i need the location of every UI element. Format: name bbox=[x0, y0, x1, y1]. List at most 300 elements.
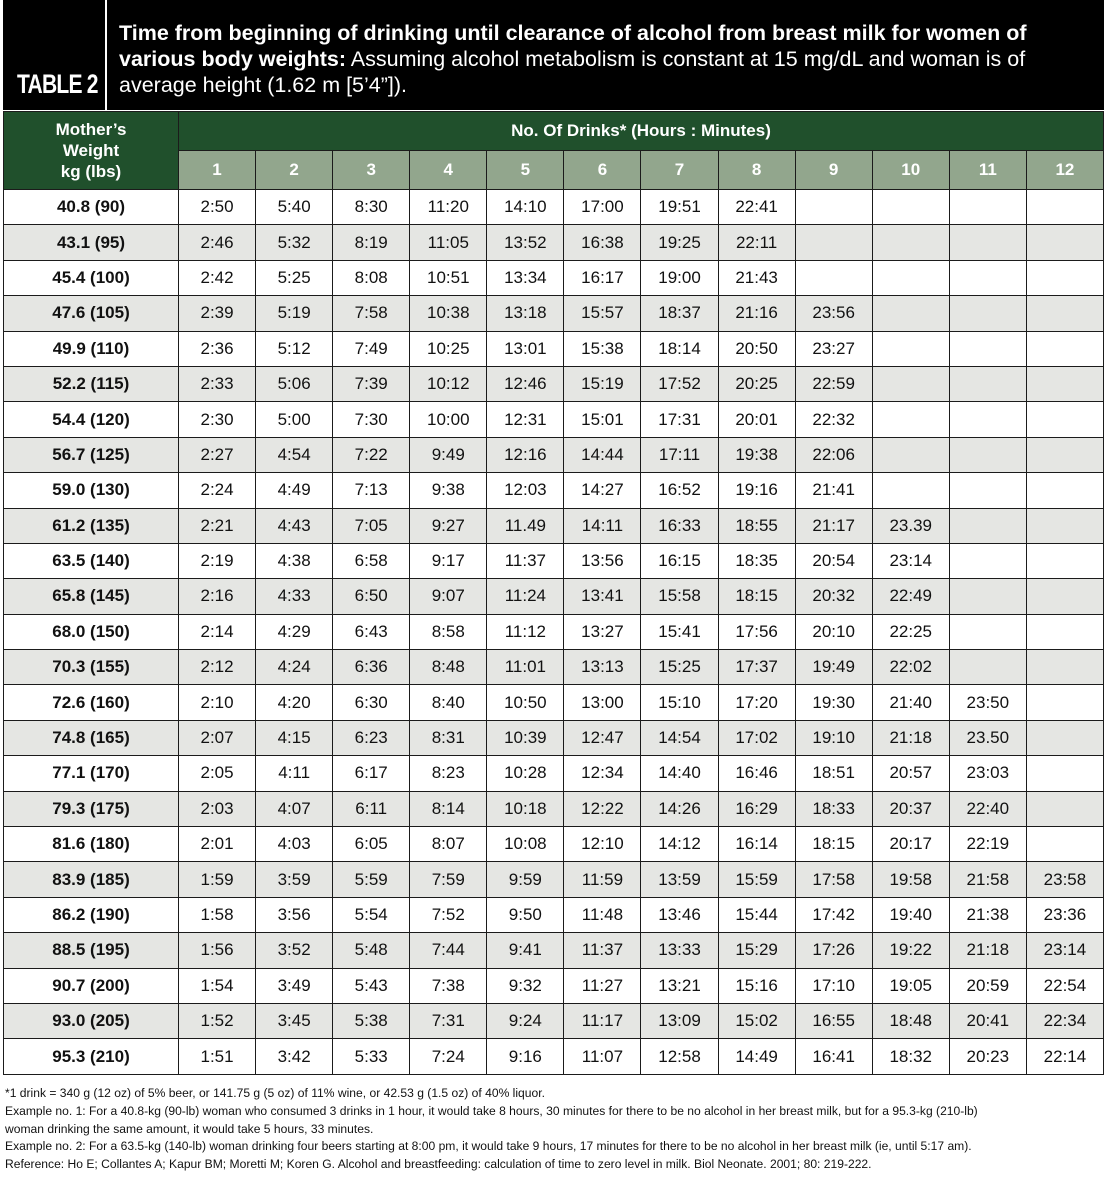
weight-cell: 61.2 (135) bbox=[4, 508, 179, 543]
time-cell: 15:16 bbox=[718, 968, 795, 1003]
weight-header-line: kg (lbs) bbox=[60, 162, 122, 181]
time-cell: 16:14 bbox=[718, 827, 795, 862]
time-cell: 22:06 bbox=[795, 437, 872, 472]
time-cell: 18:37 bbox=[641, 296, 718, 331]
table-row bbox=[4, 402, 1104, 437]
time-cell: 4:07 bbox=[256, 791, 333, 826]
time-cell: 17:31 bbox=[641, 402, 718, 437]
time-cell: 2:14 bbox=[179, 614, 256, 649]
table-row bbox=[4, 296, 1104, 331]
time-cell: 7:49 bbox=[333, 331, 410, 366]
time-cell: 20:01 bbox=[718, 402, 795, 437]
table-title-rest: Assuming alcohol metabolism is constant at 15 mg/dL and woman is of average height (1.62 m [5’4”]). bbox=[119, 47, 1026, 97]
time-cell: 1:54 bbox=[179, 968, 256, 1003]
time-cell: 6:23 bbox=[333, 720, 410, 755]
time-cell: 21:16 bbox=[718, 296, 795, 331]
time-cell: 12:34 bbox=[564, 756, 641, 791]
time-cell: 10:12 bbox=[410, 366, 487, 401]
time-cell bbox=[1026, 614, 1103, 649]
time-cell: 3:59 bbox=[256, 862, 333, 897]
drink-count-header: 5 bbox=[487, 151, 564, 190]
time-cell bbox=[949, 366, 1026, 401]
time-cell: 11:37 bbox=[564, 933, 641, 968]
time-cell bbox=[1026, 437, 1103, 472]
time-cell: 12:47 bbox=[564, 720, 641, 755]
time-cell: 19:40 bbox=[872, 897, 949, 932]
time-cell: 18:33 bbox=[795, 791, 872, 826]
time-cell: 22:19 bbox=[949, 827, 1026, 862]
footnote-reference: Reference: Ho E; Collantes A; Kapur BM; Moretti M; Koren G. Alcohol and breastfeeding: calculation of time to zero level in milk. Biol Neonate. 2001; 80: 219-222. bbox=[5, 1157, 872, 1172]
time-cell bbox=[949, 543, 1026, 578]
drink-count-header: 10 bbox=[872, 151, 949, 190]
table-row bbox=[4, 968, 1104, 1003]
time-cell bbox=[1026, 260, 1103, 295]
time-cell bbox=[949, 473, 1026, 508]
weight-cell: 95.3 (210) bbox=[4, 1039, 179, 1074]
time-cell: 22:41 bbox=[718, 190, 795, 225]
weight-cell: 81.6 (180) bbox=[4, 827, 179, 862]
time-cell: 10:00 bbox=[410, 402, 487, 437]
time-cell: 17:11 bbox=[641, 437, 718, 472]
time-cell: 9:17 bbox=[410, 543, 487, 578]
time-cell: 10:51 bbox=[410, 260, 487, 295]
time-cell: 7:38 bbox=[410, 968, 487, 1003]
time-cell: 1:51 bbox=[179, 1039, 256, 1074]
time-cell bbox=[949, 190, 1026, 225]
time-cell: 22:02 bbox=[872, 650, 949, 685]
time-cell: 11:48 bbox=[564, 897, 641, 932]
time-cell: 22:25 bbox=[872, 614, 949, 649]
time-cell bbox=[872, 437, 949, 472]
time-cell: 16:46 bbox=[718, 756, 795, 791]
time-cell: 17:26 bbox=[795, 933, 872, 968]
time-cell: 11:17 bbox=[564, 1003, 641, 1038]
time-cell: 13:34 bbox=[487, 260, 564, 295]
time-cell: 5:38 bbox=[333, 1003, 410, 1038]
weight-cell: 86.2 (190) bbox=[4, 897, 179, 932]
time-cell: 18:14 bbox=[641, 331, 718, 366]
time-cell bbox=[1026, 296, 1103, 331]
time-cell: 18:15 bbox=[795, 827, 872, 862]
time-cell: 11:24 bbox=[487, 579, 564, 614]
time-cell: 6:11 bbox=[333, 791, 410, 826]
weight-column-header bbox=[4, 112, 179, 190]
time-cell: 2:24 bbox=[179, 473, 256, 508]
time-cell: 17:37 bbox=[718, 650, 795, 685]
time-cell: 17:20 bbox=[718, 685, 795, 720]
time-cell bbox=[949, 296, 1026, 331]
time-cell: 20:25 bbox=[718, 366, 795, 401]
time-cell: 2:33 bbox=[179, 366, 256, 401]
table-row bbox=[4, 756, 1104, 791]
time-cell: 21:41 bbox=[795, 473, 872, 508]
table-row bbox=[4, 579, 1104, 614]
time-cell bbox=[872, 190, 949, 225]
time-cell: 11:27 bbox=[564, 968, 641, 1003]
time-cell: 11:59 bbox=[564, 862, 641, 897]
table-row bbox=[4, 1003, 1104, 1038]
table-title-bold: Time from beginning of drinking until clearance of alcohol from breast milk for women of various body weights: bbox=[119, 21, 1027, 71]
drink-count-header: 6 bbox=[564, 151, 641, 190]
weight-cell: 72.6 (160) bbox=[4, 685, 179, 720]
table-row bbox=[4, 190, 1104, 225]
table-row bbox=[4, 791, 1104, 826]
time-cell: 5:54 bbox=[333, 897, 410, 932]
time-cell: 21:58 bbox=[949, 862, 1026, 897]
weight-cell: 47.6 (105) bbox=[4, 296, 179, 331]
time-cell: 7:58 bbox=[333, 296, 410, 331]
time-cell: 20:50 bbox=[718, 331, 795, 366]
time-cell bbox=[1026, 650, 1103, 685]
time-cell bbox=[1026, 756, 1103, 791]
drink-count-header: 12 bbox=[1026, 151, 1103, 190]
time-cell: 2:30 bbox=[179, 402, 256, 437]
time-cell: 13:59 bbox=[641, 862, 718, 897]
time-cell: 2:19 bbox=[179, 543, 256, 578]
weight-cell: 40.8 (90) bbox=[4, 190, 179, 225]
time-cell: 5:25 bbox=[256, 260, 333, 295]
drink-count-header: 9 bbox=[795, 151, 872, 190]
time-cell: 13:00 bbox=[564, 685, 641, 720]
time-cell: 23:03 bbox=[949, 756, 1026, 791]
time-cell: 5:06 bbox=[256, 366, 333, 401]
time-cell bbox=[949, 260, 1026, 295]
table-row bbox=[4, 650, 1104, 685]
time-cell: 9:16 bbox=[487, 1039, 564, 1074]
footnote-example-1: Example no. 1: For a 40.8-kg (90-lb) woman who consumed 3 drinks in 1 hour, it would take 8 hours, 30 minutes for there to be no alcohol in her breast milk, but for a 95.3-kg (210-lb) bbox=[5, 1103, 978, 1118]
time-cell: 10:08 bbox=[487, 827, 564, 862]
table-number-label bbox=[3, 0, 107, 110]
time-cell: 4:29 bbox=[256, 614, 333, 649]
header-row-top bbox=[4, 112, 1104, 151]
time-cell: 13:56 bbox=[564, 543, 641, 578]
time-cell: 11:37 bbox=[487, 543, 564, 578]
clearance-table bbox=[3, 111, 1104, 1075]
table-row bbox=[4, 862, 1104, 897]
time-cell: 15:25 bbox=[641, 650, 718, 685]
time-cell: 7:44 bbox=[410, 933, 487, 968]
time-cell: 2:39 bbox=[179, 296, 256, 331]
time-cell: 7:05 bbox=[333, 508, 410, 543]
time-cell: 5:19 bbox=[256, 296, 333, 331]
time-cell: 15:10 bbox=[641, 685, 718, 720]
footnote-example-2: Example no. 2: For a 63.5-kg (140-lb) woman drinking four beers starting at 8:00 pm, it would take 9 hours, 17 minutes for there to be no alcohol in her breast milk (ie, until 5:17 am). bbox=[5, 1139, 972, 1154]
time-cell: 7:24 bbox=[410, 1039, 487, 1074]
time-cell: 16:33 bbox=[641, 508, 718, 543]
time-cell bbox=[949, 614, 1026, 649]
time-cell: 21:40 bbox=[872, 685, 949, 720]
weight-cell: 68.0 (150) bbox=[4, 614, 179, 649]
time-cell: 5:48 bbox=[333, 933, 410, 968]
footnote-drink-definition: *1 drink = 340 g (12 oz) of 5% beer, or 141.75 g (5 oz) of 11% wine, or 42.53 g (1.5 oz) of 40% liquor. bbox=[5, 1086, 545, 1100]
time-cell: 17:52 bbox=[641, 366, 718, 401]
time-cell bbox=[872, 331, 949, 366]
time-cell: 23:56 bbox=[795, 296, 872, 331]
time-cell: 10:39 bbox=[487, 720, 564, 755]
time-cell: 11:05 bbox=[410, 225, 487, 260]
time-cell: 17:42 bbox=[795, 897, 872, 932]
time-cell: 22:54 bbox=[1026, 968, 1103, 1003]
time-cell: 18:35 bbox=[718, 543, 795, 578]
time-cell: 4:38 bbox=[256, 543, 333, 578]
time-cell: 18:55 bbox=[718, 508, 795, 543]
time-cell: 4:33 bbox=[256, 579, 333, 614]
time-cell: 1:59 bbox=[179, 862, 256, 897]
time-cell bbox=[1026, 331, 1103, 366]
time-cell: 2:42 bbox=[179, 260, 256, 295]
drink-count-header: 4 bbox=[410, 151, 487, 190]
time-cell: 13:13 bbox=[564, 650, 641, 685]
time-cell: 8:08 bbox=[333, 260, 410, 295]
time-cell: 6:43 bbox=[333, 614, 410, 649]
time-cell: 23:27 bbox=[795, 331, 872, 366]
weight-cell: 49.9 (110) bbox=[4, 331, 179, 366]
weight-cell: 70.3 (155) bbox=[4, 650, 179, 685]
weight-cell: 77.1 (170) bbox=[4, 756, 179, 791]
time-cell: 12:46 bbox=[487, 366, 564, 401]
weight-cell: 56.7 (125) bbox=[4, 437, 179, 472]
weight-cell: 88.5 (195) bbox=[4, 933, 179, 968]
time-cell: 6:17 bbox=[333, 756, 410, 791]
time-cell bbox=[872, 473, 949, 508]
time-cell: 2:03 bbox=[179, 791, 256, 826]
time-cell: 23:58 bbox=[1026, 862, 1103, 897]
table-row bbox=[4, 897, 1104, 932]
time-cell: 16:52 bbox=[641, 473, 718, 508]
time-cell: 1:56 bbox=[179, 933, 256, 968]
time-cell: 6:36 bbox=[333, 650, 410, 685]
time-cell: 5:43 bbox=[333, 968, 410, 1003]
time-cell: 20:57 bbox=[872, 756, 949, 791]
time-cell: 5:32 bbox=[256, 225, 333, 260]
table-row bbox=[4, 685, 1104, 720]
time-cell bbox=[1026, 543, 1103, 578]
time-cell: 2:10 bbox=[179, 685, 256, 720]
time-cell: 10:25 bbox=[410, 331, 487, 366]
time-cell: 17:00 bbox=[564, 190, 641, 225]
time-cell: 16:17 bbox=[564, 260, 641, 295]
table-row bbox=[4, 437, 1104, 472]
weight-cell: 74.8 (165) bbox=[4, 720, 179, 755]
weight-cell: 65.8 (145) bbox=[4, 579, 179, 614]
table-row bbox=[4, 933, 1104, 968]
table-row bbox=[4, 225, 1104, 260]
time-cell bbox=[949, 437, 1026, 472]
table-number-text: TABLE 2 bbox=[17, 69, 98, 99]
time-cell: 16:15 bbox=[641, 543, 718, 578]
time-cell: 7:39 bbox=[333, 366, 410, 401]
time-cell: 21:17 bbox=[795, 508, 872, 543]
time-cell: 18:48 bbox=[872, 1003, 949, 1038]
time-cell: 7:31 bbox=[410, 1003, 487, 1038]
time-cell: 4:03 bbox=[256, 827, 333, 862]
time-cell bbox=[1026, 225, 1103, 260]
time-cell: 23:36 bbox=[1026, 897, 1103, 932]
time-cell: 13:09 bbox=[641, 1003, 718, 1038]
time-cell: 22:49 bbox=[872, 579, 949, 614]
time-cell bbox=[949, 331, 1026, 366]
time-cell: 1:52 bbox=[179, 1003, 256, 1038]
time-cell: 14:26 bbox=[641, 791, 718, 826]
time-cell: 4:49 bbox=[256, 473, 333, 508]
time-cell: 1:58 bbox=[179, 897, 256, 932]
time-cell bbox=[872, 225, 949, 260]
time-cell: 14:27 bbox=[564, 473, 641, 508]
table-row bbox=[4, 720, 1104, 755]
time-cell: 15:02 bbox=[718, 1003, 795, 1038]
time-cell: 21:18 bbox=[872, 720, 949, 755]
time-cell: 19:51 bbox=[641, 190, 718, 225]
time-cell: 7:30 bbox=[333, 402, 410, 437]
time-cell: 9:50 bbox=[487, 897, 564, 932]
time-cell: 23.50 bbox=[949, 720, 1026, 755]
table-row bbox=[4, 260, 1104, 295]
drink-count-header: 7 bbox=[641, 151, 718, 190]
time-cell: 4:54 bbox=[256, 437, 333, 472]
time-cell bbox=[795, 260, 872, 295]
time-cell: 2:27 bbox=[179, 437, 256, 472]
weight-cell: 54.4 (120) bbox=[4, 402, 179, 437]
time-cell: 8:14 bbox=[410, 791, 487, 826]
time-cell: 19:38 bbox=[718, 437, 795, 472]
time-cell bbox=[795, 225, 872, 260]
drink-count-header: 8 bbox=[718, 151, 795, 190]
time-cell: 16:55 bbox=[795, 1003, 872, 1038]
time-cell bbox=[949, 650, 1026, 685]
time-cell: 3:42 bbox=[256, 1039, 333, 1074]
time-cell: 4:11 bbox=[256, 756, 333, 791]
time-cell: 19:16 bbox=[718, 473, 795, 508]
time-cell: 12:22 bbox=[564, 791, 641, 826]
table-row bbox=[4, 543, 1104, 578]
time-cell: 14:11 bbox=[564, 508, 641, 543]
time-cell: 4:43 bbox=[256, 508, 333, 543]
time-cell: 22:34 bbox=[1026, 1003, 1103, 1038]
time-cell: 8:30 bbox=[333, 190, 410, 225]
time-cell: 11.49 bbox=[487, 508, 564, 543]
time-cell: 8:31 bbox=[410, 720, 487, 755]
time-cell: 4:20 bbox=[256, 685, 333, 720]
time-cell bbox=[1026, 473, 1103, 508]
time-cell: 18:51 bbox=[795, 756, 872, 791]
time-cell: 14:40 bbox=[641, 756, 718, 791]
time-cell: 3:52 bbox=[256, 933, 333, 968]
time-cell: 20:54 bbox=[795, 543, 872, 578]
time-cell: 14:54 bbox=[641, 720, 718, 755]
time-cell: 19:22 bbox=[872, 933, 949, 968]
time-cell: 15:29 bbox=[718, 933, 795, 968]
drinks-column-header: No. Of Drinks* (Hours : Minutes) bbox=[179, 112, 1104, 151]
time-cell: 2:36 bbox=[179, 331, 256, 366]
time-cell bbox=[872, 402, 949, 437]
time-cell bbox=[1026, 366, 1103, 401]
time-cell: 22:32 bbox=[795, 402, 872, 437]
time-cell: 11:01 bbox=[487, 650, 564, 685]
time-cell bbox=[949, 508, 1026, 543]
time-cell: 15:44 bbox=[718, 897, 795, 932]
time-cell: 6:58 bbox=[333, 543, 410, 578]
time-cell: 19:05 bbox=[872, 968, 949, 1003]
time-cell: 7:13 bbox=[333, 473, 410, 508]
time-cell bbox=[1026, 827, 1103, 862]
time-cell: 6:05 bbox=[333, 827, 410, 862]
time-cell: 15:19 bbox=[564, 366, 641, 401]
time-cell: 3:56 bbox=[256, 897, 333, 932]
weight-cell: 93.0 (205) bbox=[4, 1003, 179, 1038]
time-cell: 20:10 bbox=[795, 614, 872, 649]
time-cell: 23.39 bbox=[872, 508, 949, 543]
time-cell bbox=[949, 579, 1026, 614]
weight-header-line: Weight bbox=[62, 141, 120, 160]
time-cell: 13:01 bbox=[487, 331, 564, 366]
time-cell: 10:50 bbox=[487, 685, 564, 720]
time-cell: 2:01 bbox=[179, 827, 256, 862]
table-title-bar bbox=[3, 0, 1104, 110]
time-cell: 7:22 bbox=[333, 437, 410, 472]
time-cell: 5:00 bbox=[256, 402, 333, 437]
drink-count-header: 1 bbox=[179, 151, 256, 190]
time-cell: 19:10 bbox=[795, 720, 872, 755]
time-cell: 23:14 bbox=[1026, 933, 1103, 968]
drink-count-header: 2 bbox=[256, 151, 333, 190]
time-cell: 11:20 bbox=[410, 190, 487, 225]
time-cell: 10:18 bbox=[487, 791, 564, 826]
time-cell: 4:15 bbox=[256, 720, 333, 755]
time-cell bbox=[1026, 579, 1103, 614]
time-cell: 9:32 bbox=[487, 968, 564, 1003]
time-cell: 8:40 bbox=[410, 685, 487, 720]
time-cell: 13:33 bbox=[641, 933, 718, 968]
time-cell: 8:58 bbox=[410, 614, 487, 649]
time-cell: 10:38 bbox=[410, 296, 487, 331]
time-cell: 2:46 bbox=[179, 225, 256, 260]
time-cell: 14:49 bbox=[718, 1039, 795, 1074]
time-cell bbox=[872, 296, 949, 331]
time-cell: 22:11 bbox=[718, 225, 795, 260]
time-cell: 9:41 bbox=[487, 933, 564, 968]
time-cell: 8:19 bbox=[333, 225, 410, 260]
time-cell: 16:41 bbox=[795, 1039, 872, 1074]
table-row bbox=[4, 508, 1104, 543]
time-cell: 5:40 bbox=[256, 190, 333, 225]
time-cell: 14:44 bbox=[564, 437, 641, 472]
time-cell bbox=[949, 225, 1026, 260]
time-cell: 21:38 bbox=[949, 897, 1026, 932]
time-cell: 3:45 bbox=[256, 1003, 333, 1038]
time-cell: 14:10 bbox=[487, 190, 564, 225]
time-cell: 22:14 bbox=[1026, 1039, 1103, 1074]
time-cell: 9:27 bbox=[410, 508, 487, 543]
time-cell: 4:24 bbox=[256, 650, 333, 685]
time-cell: 21:18 bbox=[949, 933, 1026, 968]
time-cell bbox=[1026, 685, 1103, 720]
drink-count-header: 3 bbox=[333, 151, 410, 190]
table-body bbox=[4, 190, 1104, 1075]
weight-cell: 79.3 (175) bbox=[4, 791, 179, 826]
table-row bbox=[4, 331, 1104, 366]
time-cell: 13:46 bbox=[641, 897, 718, 932]
time-cell: 15:59 bbox=[718, 862, 795, 897]
time-cell: 2:50 bbox=[179, 190, 256, 225]
drink-count-header: 11 bbox=[949, 151, 1026, 190]
time-cell: 16:29 bbox=[718, 791, 795, 826]
time-cell: 7:59 bbox=[410, 862, 487, 897]
time-cell bbox=[1026, 791, 1103, 826]
time-cell: 12:31 bbox=[487, 402, 564, 437]
weight-cell: 83.9 (185) bbox=[4, 862, 179, 897]
time-cell: 12:03 bbox=[487, 473, 564, 508]
time-cell: 20:41 bbox=[949, 1003, 1026, 1038]
